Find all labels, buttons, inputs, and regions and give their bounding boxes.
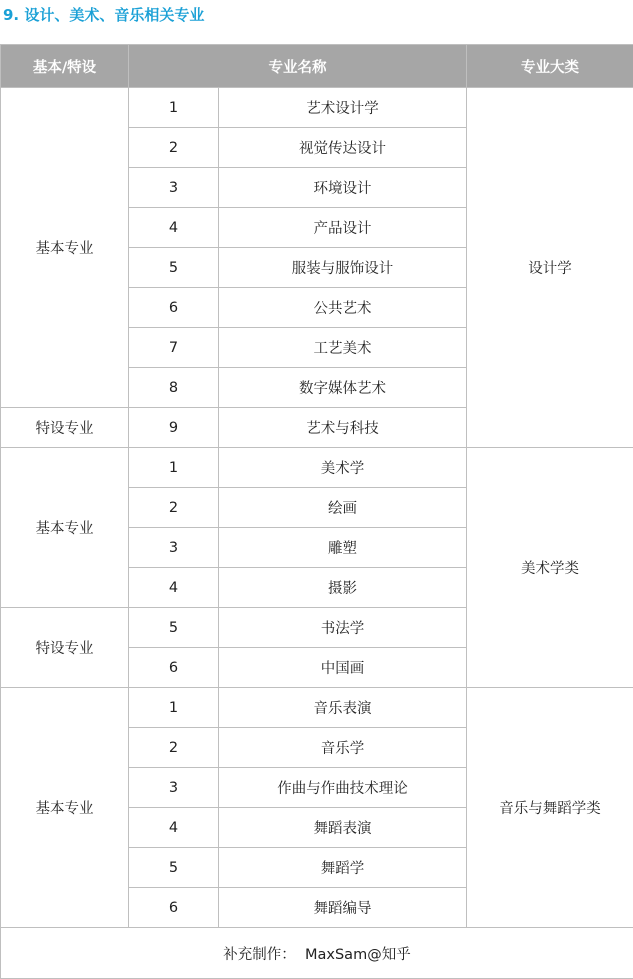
index-cell: 4 — [129, 808, 219, 848]
index-cell: 5 — [129, 608, 219, 648]
category-cell: 美术学类 — [467, 448, 633, 688]
majors-table — [0, 44, 633, 979]
table-row — [1, 448, 633, 488]
table-row — [1, 88, 633, 128]
index-cell: 3 — [129, 168, 219, 208]
index-cell: 3 — [129, 528, 219, 568]
major-name-cell: 服装与服饰设计 — [219, 248, 467, 288]
header-type: 基本/特设 — [1, 45, 129, 88]
type-cell: 特设专业 — [1, 608, 129, 688]
index-cell: 5 — [129, 848, 219, 888]
major-name-cell: 音乐表演 — [219, 688, 467, 728]
index-cell: 9 — [129, 408, 219, 448]
major-name-cell: 产品设计 — [219, 208, 467, 248]
major-name-cell: 雕塑 — [219, 528, 467, 568]
page-title: 9. 设计、美术、音乐相关专业 — [0, 0, 633, 44]
index-cell: 2 — [129, 128, 219, 168]
header-category: 专业大类 — [467, 45, 633, 88]
major-name-cell: 数字媒体艺术 — [219, 368, 467, 408]
type-cell: 特设专业 — [1, 408, 129, 448]
major-name-cell: 环境设计 — [219, 168, 467, 208]
major-name-cell: 公共艺术 — [219, 288, 467, 328]
major-name-cell: 作曲与作曲技术理论 — [219, 768, 467, 808]
table-row — [1, 688, 633, 728]
type-cell: 基本专业 — [1, 448, 129, 608]
index-cell: 5 — [129, 248, 219, 288]
major-name-cell: 中国画 — [219, 648, 467, 688]
major-name-cell: 书法学 — [219, 608, 467, 648]
index-cell: 8 — [129, 368, 219, 408]
index-cell: 2 — [129, 488, 219, 528]
category-cell: 设计学 — [467, 88, 633, 448]
major-name-cell: 摄影 — [219, 568, 467, 608]
major-name-cell: 视觉传达设计 — [219, 128, 467, 168]
category-cell: 音乐与舞蹈学类 — [467, 688, 633, 928]
index-cell: 1 — [129, 88, 219, 128]
index-cell: 6 — [129, 648, 219, 688]
major-name-cell: 舞蹈表演 — [219, 808, 467, 848]
major-name-cell: 舞蹈编导 — [219, 888, 467, 928]
index-cell: 4 — [129, 208, 219, 248]
major-name-cell: 工艺美术 — [219, 328, 467, 368]
header-major-name: 专业名称 — [129, 45, 467, 88]
major-name-cell: 绘画 — [219, 488, 467, 528]
index-cell: 3 — [129, 768, 219, 808]
major-name-cell: 艺术与科技 — [219, 408, 467, 448]
footer-credit: 补充制作： MaxSam@知乎 — [1, 928, 633, 979]
index-cell: 2 — [129, 728, 219, 768]
footer-row — [1, 928, 633, 979]
index-cell: 4 — [129, 568, 219, 608]
index-cell: 6 — [129, 888, 219, 928]
type-cell: 基本专业 — [1, 688, 129, 928]
index-cell: 7 — [129, 328, 219, 368]
index-cell: 1 — [129, 448, 219, 488]
type-cell: 基本专业 — [1, 88, 129, 408]
major-name-cell: 美术学 — [219, 448, 467, 488]
major-name-cell: 艺术设计学 — [219, 88, 467, 128]
major-name-cell: 舞蹈学 — [219, 848, 467, 888]
table-header-row — [1, 45, 633, 88]
index-cell: 1 — [129, 688, 219, 728]
index-cell: 6 — [129, 288, 219, 328]
major-name-cell: 音乐学 — [219, 728, 467, 768]
